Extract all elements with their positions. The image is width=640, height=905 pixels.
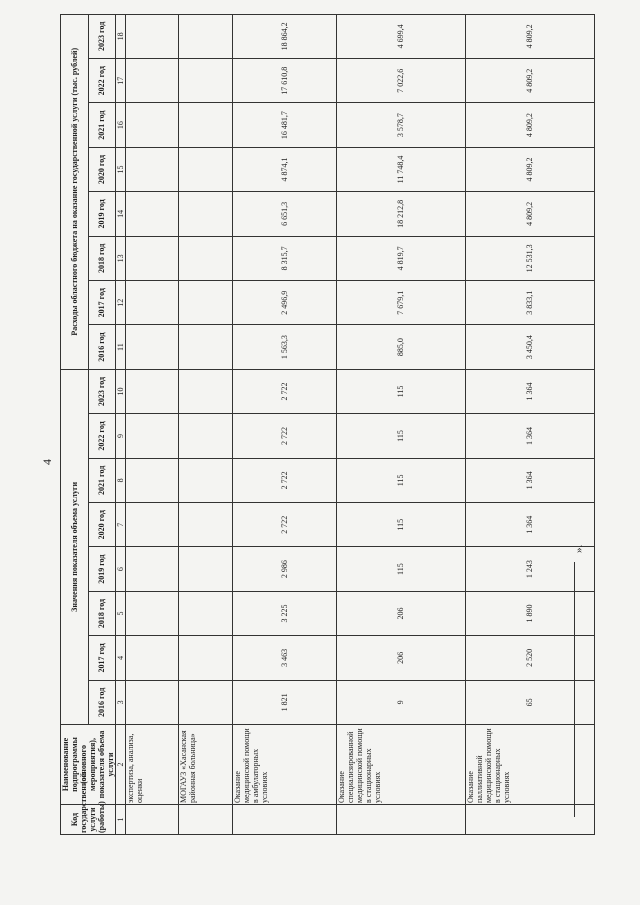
expense-value-cell: 6 651,3 — [232, 192, 336, 236]
volume-year-header: 2016 год — [88, 680, 116, 724]
column-number: 10 — [116, 369, 126, 413]
column-number: 5 — [116, 591, 126, 635]
closing-mark: ». — [573, 544, 585, 553]
volume-value-cell — [179, 547, 232, 591]
service-table — [60, 14, 595, 835]
table-row — [126, 14, 179, 834]
expense-value-cell — [126, 325, 179, 369]
expense-value-cell: 4 809,2 — [465, 192, 594, 236]
expense-value-cell: 18 864,2 — [232, 14, 336, 58]
column-number: 13 — [116, 236, 126, 280]
volume-value-cell: 1 364 — [465, 458, 594, 502]
expense-year-header: 2019 год — [88, 192, 116, 236]
code-cell — [232, 805, 336, 835]
expense-value-cell: 7 679,1 — [336, 281, 465, 325]
header-expense: Расходы областного бюджета на оказание государственной услуги (тыс. рублей) — [61, 14, 89, 369]
volume-value-cell: 115 — [336, 547, 465, 591]
column-number: 4 — [116, 636, 126, 680]
expense-value-cell: 4 809,2 — [465, 147, 594, 191]
column-number: 16 — [116, 103, 126, 147]
expense-year-header: 2018 год — [88, 236, 116, 280]
table-row — [465, 14, 594, 834]
row-name: экспертиза, анализа, оценки — [126, 725, 179, 805]
volume-value-cell — [126, 547, 179, 591]
expense-value-cell — [179, 325, 232, 369]
row-name: Оказание медицинской помощи в амбулаторных условиях — [232, 725, 336, 805]
expense-value-cell — [126, 147, 179, 191]
volume-value-cell — [179, 458, 232, 502]
expense-value-cell: 4 809,2 — [465, 14, 594, 58]
volume-value-cell: 206 — [336, 636, 465, 680]
expense-value-cell — [179, 236, 232, 280]
header-volume: Значения показателя объема услуги — [61, 369, 89, 724]
volume-year-header: 2019 год — [88, 547, 116, 591]
volume-value-cell — [126, 503, 179, 547]
code-cell — [465, 805, 594, 835]
expense-value-cell — [179, 59, 232, 103]
expense-value-cell: 3 833,1 — [465, 281, 594, 325]
volume-value-cell — [126, 369, 179, 413]
expense-value-cell: 7 022,6 — [336, 59, 465, 103]
expense-value-cell: 4 699,4 — [336, 14, 465, 58]
expense-value-cell: 3 450,4 — [465, 325, 594, 369]
volume-value-cell — [179, 369, 232, 413]
volume-year-header: 2017 год — [88, 636, 116, 680]
volume-value-cell: 3 225 — [232, 591, 336, 635]
table-row — [179, 14, 232, 834]
expense-value-cell: 3 578,7 — [336, 103, 465, 147]
volume-value-cell: 3 463 — [232, 636, 336, 680]
expense-value-cell: 4 819,7 — [336, 236, 465, 280]
volume-value-cell: 115 — [336, 503, 465, 547]
column-number: 11 — [116, 325, 126, 369]
volume-value-cell — [179, 680, 232, 724]
expense-year-header: 2022 год — [88, 59, 116, 103]
header-row-years — [88, 14, 116, 834]
volume-value-cell: 1 364 — [465, 369, 594, 413]
expense-value-cell: 11 748,4 — [336, 147, 465, 191]
volume-value-cell: 1 243 — [465, 547, 594, 591]
volume-value-cell: 9 — [336, 680, 465, 724]
volume-value-cell: 1 364 — [465, 414, 594, 458]
row-name: МОГАУЗ «Хасанская районная больница» — [179, 725, 232, 805]
expense-value-cell: 8 315,7 — [232, 236, 336, 280]
column-number: 9 — [116, 414, 126, 458]
column-number: 2 — [116, 725, 126, 805]
volume-value-cell: 115 — [336, 414, 465, 458]
volume-value-cell — [126, 680, 179, 724]
volume-year-header: 2022 год — [88, 414, 116, 458]
expense-value-cell — [126, 192, 179, 236]
code-cell — [126, 805, 179, 835]
expense-value-cell — [179, 103, 232, 147]
expense-value-cell: 16 481,7 — [232, 103, 336, 147]
header-code: Код государственной услуги (работы) — [61, 805, 116, 835]
expense-value-cell: 4 809,2 — [465, 103, 594, 147]
volume-value-cell — [126, 591, 179, 635]
expense-year-header: 2016 год — [88, 325, 116, 369]
table-row — [232, 14, 336, 834]
page-number: 4 — [40, 459, 54, 465]
expense-value-cell — [126, 59, 179, 103]
volume-year-header: 2021 год — [88, 458, 116, 502]
expense-value-cell — [179, 281, 232, 325]
expense-value-cell — [126, 103, 179, 147]
table-row — [336, 14, 465, 834]
expense-value-cell: 4 809,2 — [465, 59, 594, 103]
code-cell — [336, 805, 465, 835]
expense-value-cell — [179, 192, 232, 236]
volume-value-cell — [179, 414, 232, 458]
volume-value-cell — [179, 636, 232, 680]
column-number: 17 — [116, 59, 126, 103]
column-number: 7 — [116, 503, 126, 547]
expense-year-header: 2017 год — [88, 281, 116, 325]
column-number: 12 — [116, 281, 126, 325]
expense-value-cell — [126, 281, 179, 325]
volume-value-cell: 2 986 — [232, 547, 336, 591]
volume-value-cell — [126, 458, 179, 502]
expense-value-cell: 12 531,3 — [465, 236, 594, 280]
expense-year-header: 2023 год — [88, 14, 116, 58]
expense-value-cell: 17 610,8 — [232, 59, 336, 103]
volume-value-cell: 1 364 — [465, 503, 594, 547]
volume-value-cell: 2 520 — [465, 636, 594, 680]
expense-year-header: 2021 год — [88, 103, 116, 147]
expense-year-header: 2020 год — [88, 147, 116, 191]
volume-value-cell: 2 722 — [232, 458, 336, 502]
expense-value-cell: 4 874,1 — [232, 147, 336, 191]
volume-year-header: 2020 год — [88, 503, 116, 547]
expense-value-cell: 18 212,8 — [336, 192, 465, 236]
header-row-main — [61, 14, 89, 834]
column-number: 3 — [116, 680, 126, 724]
expense-value-cell — [179, 14, 232, 58]
volume-value-cell: 115 — [336, 458, 465, 502]
volume-value-cell: 65 — [465, 680, 594, 724]
expense-value-cell — [126, 14, 179, 58]
volume-value-cell — [126, 636, 179, 680]
volume-value-cell: 206 — [336, 591, 465, 635]
column-number: 15 — [116, 147, 126, 191]
volume-value-cell: 1 821 — [232, 680, 336, 724]
closing-rule-line — [574, 562, 575, 817]
column-number: 6 — [116, 547, 126, 591]
code-cell — [179, 805, 232, 835]
volume-value-cell: 2 722 — [232, 503, 336, 547]
volume-year-header: 2023 год — [88, 369, 116, 413]
expense-value-cell — [179, 147, 232, 191]
volume-value-cell — [126, 414, 179, 458]
row-name: Оказание паллиативной медицинской помощи в стационарных условиях — [465, 725, 594, 805]
row-name: Оказание специализированной медицинской помощи в стационарных условиях — [336, 725, 465, 805]
expense-value-cell: 2 496,9 — [232, 281, 336, 325]
column-number: 18 — [116, 14, 126, 58]
column-number: 1 — [116, 805, 126, 835]
column-number: 8 — [116, 458, 126, 502]
expense-value-cell: 1 563,3 — [232, 325, 336, 369]
header-name: Наименование подпрограммы (основного мероприятия), показателя объема услуги — [61, 725, 116, 805]
volume-value-cell: 2 722 — [232, 369, 336, 413]
table-body — [126, 14, 595, 834]
volume-value-cell: 115 — [336, 369, 465, 413]
volume-value-cell: 1 890 — [465, 591, 594, 635]
volume-value-cell — [179, 591, 232, 635]
header-row-column-numbers — [116, 14, 126, 834]
column-number: 14 — [116, 192, 126, 236]
expense-value-cell — [126, 236, 179, 280]
volume-value-cell: 2 722 — [232, 414, 336, 458]
volume-year-header: 2018 год — [88, 591, 116, 635]
expense-value-cell: 885,0 — [336, 325, 465, 369]
volume-value-cell — [179, 503, 232, 547]
